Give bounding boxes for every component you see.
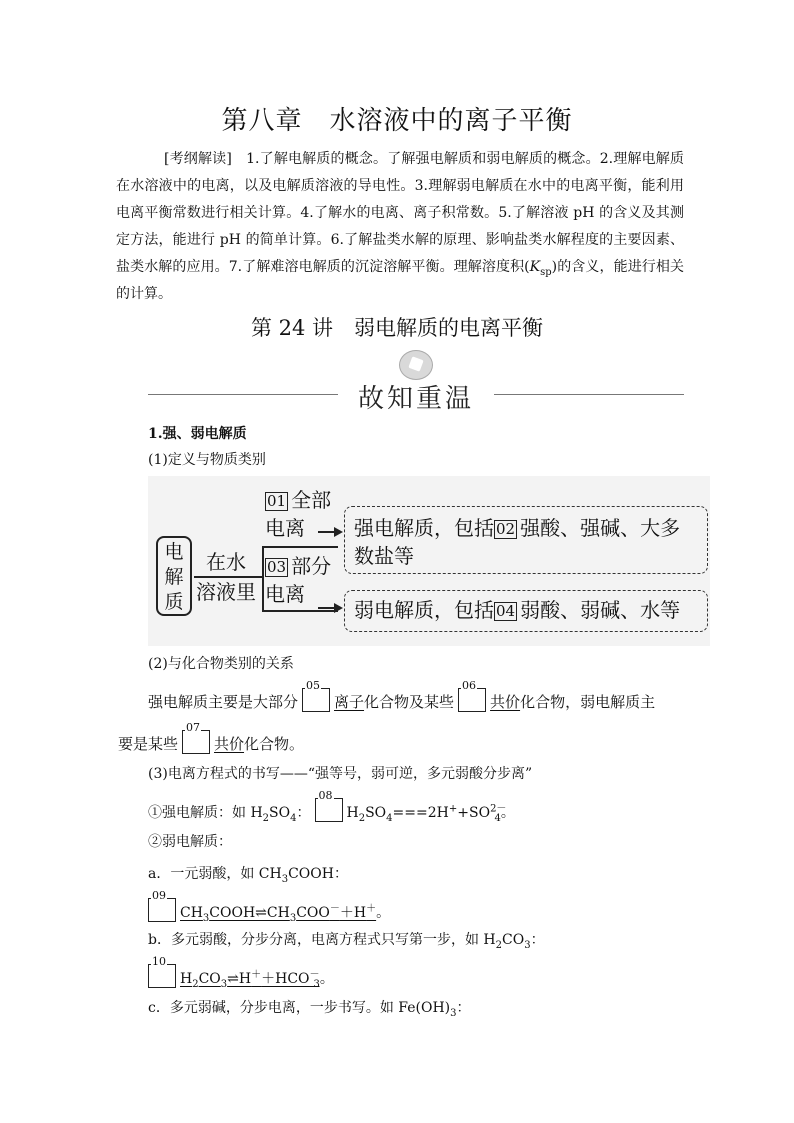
section-banner [148, 348, 684, 414]
blank-number: 05 [306, 679, 321, 692]
polyprotic-acid-example: b．多元弱酸，分步分离，电离方程式只写第一步，如 $H_2CO_3$： [148, 932, 545, 951]
lecture-title: 第 24 讲 弱电解质的电离平衡 [250, 316, 544, 340]
blank-number: 10 [152, 955, 166, 968]
outline-text-end: )的含义，能进行相关的计算。 [116, 259, 684, 302]
relation-text: 化合物。 [244, 735, 305, 753]
equation-09: $CH_3COOH\rightleftharpoons CH_3COO^-+H^+$ [180, 903, 377, 924]
syllabus-outline [116, 146, 684, 308]
answer-text: 共价 [490, 693, 521, 711]
equation-08: $H_2SO_4===2H^++SO^{2-}_4$。 [346, 803, 515, 824]
strong-electrolyte-example [148, 789, 515, 824]
condition-line2: 溶液里 [196, 580, 256, 604]
strong-electrolyte-line2: 数盐等 [354, 544, 414, 568]
blank-number: 09 [152, 889, 166, 902]
chapter-title: 第八章 水溶液中的离子平衡 [221, 106, 573, 136]
electrolyte-char: 质 [164, 591, 184, 613]
relation-text: 要是某些 [118, 735, 179, 753]
label-text: SO [269, 805, 291, 821]
partial-label-text: 部分 [291, 554, 332, 578]
equation-09-line: 09 $CH_3COOH\rightleftharpoons CH_3COO^-+H^+$。 [148, 898, 390, 923]
relation-line1 [148, 679, 656, 712]
strong-content: 强酸、强碱、大多 [520, 516, 681, 540]
outline-text: 1.了解电解质的概念。了解强电解质和弱电解质的概念。2.理解电解质在水溶液中的电离，以及电解质溶液的导电性。3.理解弱电解质在水中的电离平衡，能利用电离平衡常数进行相关计算。4.了解水的电离、离子积常数。5.了解溶液 pH 的含义及其测定方法，能进行 pH 的简单计算。6.了解盐类水解的原理、影响盐类水解程度的主要因素、盐类水解的应用。7.了解难溶电解质的沉淀溶解平衡。理解溶度积( [116, 151, 684, 275]
answer-number: 04 [496, 602, 516, 620]
connector-line [194, 576, 262, 578]
relation-line2 [118, 721, 305, 754]
partial-ionization-line2: 电离 [265, 582, 305, 606]
ksp-subscript: sp [540, 266, 552, 278]
banner-title: 故知重温 [357, 384, 474, 414]
label-text: ①强电解质：如 H [148, 805, 263, 821]
subscript: 4 [290, 812, 297, 824]
electrolyte-diagram [148, 476, 710, 646]
partial-ionization-label [265, 554, 331, 578]
banner-emblem-icon [399, 350, 433, 380]
relation-text: 化合物及某些 [364, 693, 455, 711]
subheading-definition: (1)定义与物质类别 [148, 452, 266, 468]
condition-line1: 在水 [206, 550, 246, 574]
full-ionization-label [265, 488, 331, 512]
answer-number: 03 [267, 558, 287, 576]
relation-text: 强电解质主要是大部分 [148, 693, 299, 711]
subscript: 2 [262, 812, 270, 824]
polybasic-base-example: c．多元弱碱，分步电离，一步书写。如 $Fe(OH)_3$： [148, 1000, 471, 1019]
bracket-top-line [262, 546, 338, 548]
weak-electrolyte-text [354, 598, 680, 622]
answer-blank[interactable] [148, 889, 176, 922]
weak-electrolyte-heading: ②弱电解质： [148, 834, 232, 850]
label-text: ： [296, 805, 311, 821]
subheading-relation: (2)与化合物类别的关系 [148, 656, 294, 672]
strong-prefix: 强电解质，包括 [354, 516, 494, 540]
answer-text: 共价 [214, 735, 245, 753]
weak-content: 弱酸、弱碱、水等 [520, 598, 681, 622]
arrow-right-icon [334, 603, 343, 613]
monoprotic-acid-example: a．一元弱酸，如 $CH_3COOH$： [148, 866, 348, 885]
ksp-symbol: K [529, 259, 541, 275]
subheading-equation: (3)电离方程式的书写——“强等号，弱可逆，多元弱酸分步离” [148, 766, 533, 782]
strong-electrolyte-text [354, 516, 680, 540]
full-ionization-line2: 电离 [265, 516, 305, 540]
weak-prefix: 弱电解质，包括 [354, 598, 494, 622]
electrolyte-box [156, 536, 192, 616]
bracket-bottom-line [262, 610, 338, 612]
answer-blank[interactable] [148, 955, 176, 988]
full-label-text: 全部 [291, 488, 332, 512]
blank-number: 08 [318, 789, 333, 802]
bracket-vertical [262, 546, 264, 612]
relation-text: 化合物，弱电解质主 [520, 693, 656, 711]
outline-tag: [考纲解读] [164, 151, 232, 167]
section-heading: 1.强、弱电解质 [148, 426, 247, 442]
electrolyte-char: 电 [164, 541, 184, 563]
answer-blank[interactable] [458, 679, 486, 712]
blank-number: 07 [186, 721, 201, 734]
blank-number: 06 [462, 679, 477, 692]
answer-text: 离子 [334, 693, 365, 711]
equation-10-line: 10 $H_2CO_3\rightleftharpoons H^++HCO^-_3$。 [148, 964, 334, 989]
answer-blank[interactable] [315, 789, 343, 822]
answer-blank[interactable] [182, 721, 210, 754]
answer-blank[interactable] [302, 679, 330, 712]
electrolyte-char: 解 [164, 566, 184, 588]
arrow-right-icon [334, 527, 343, 537]
equation-10: $H_2CO_3\rightleftharpoons H^++HCO^-_3$ [180, 969, 320, 990]
answer-number: 02 [496, 520, 516, 538]
answer-number: 01 [267, 492, 287, 510]
